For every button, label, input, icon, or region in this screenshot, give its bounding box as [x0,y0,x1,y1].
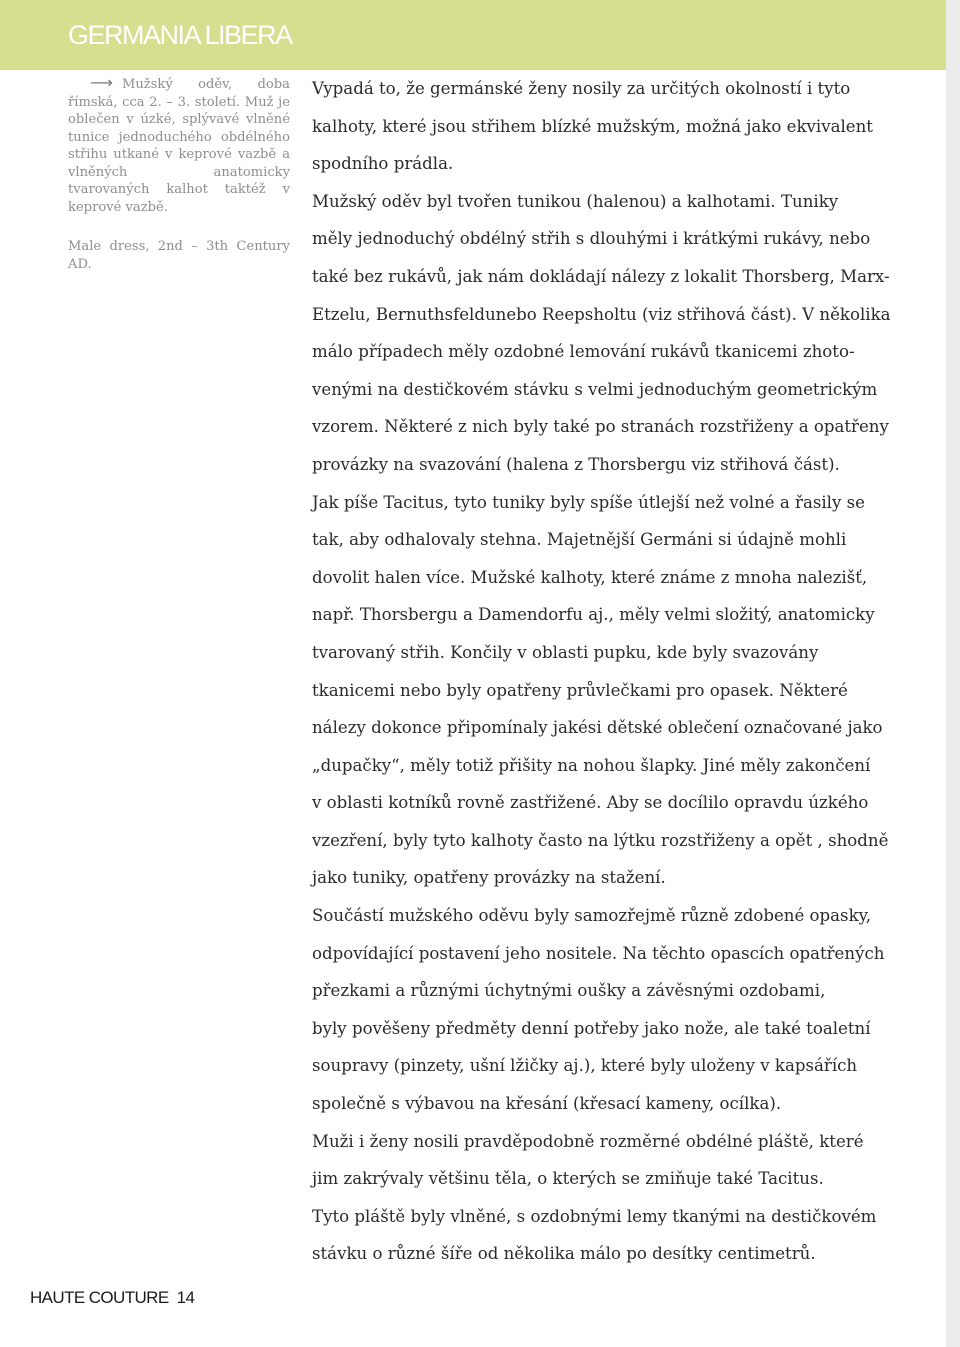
text-line: nálezy dokonce připomínaly jakési dětské oblečení označované jako [312,718,883,738]
text-line: společně s výbavou na křesání (křesací kameny, ocílka). [312,1094,782,1114]
text-line: jim zakrývaly většinu těla, o kterých se zmiňuje také Tacitus. [312,1169,824,1189]
text-line: Muži i ženy nosili pravděpodobně rozměrné obdélné pláště, které [312,1131,864,1151]
caption-czech [68,75,290,216]
text-line: Součástí mužského oděvu byly samozřejmě různě zdobené opasky, [312,906,872,926]
text-line: Etzelu, Bernuthsfeldunebo Reepsholtu (viz střihová část). V několika [312,304,891,324]
text-line: měly jednoduchý obdélný střih s dlouhými i krátkými rukávy, nebo [312,229,871,249]
page-footer [30,1289,194,1306]
text-line: soupravy (pinzety, ušní lžičky aj.), které byly uloženy v kapsářích [312,1056,858,1076]
section-label: HAUTE COUTURE [30,1288,169,1307]
text-line: Mužský oděv byl tvořen tunikou (halenou) a kalhotami. Tuniky [312,191,839,211]
caption-czech-first: Mužský oděv, doba [121,77,290,92]
text-line: jako tuniky, opatřeny provázky na stažení. [312,868,666,888]
text-line: např. Thorsbergu a Damendorfu aj., měly velmi složitý, anatomicky [312,605,875,625]
text-line: venými na destičkovém stávku s velmi jednoduchým geometrickým [312,379,878,399]
image-caption [68,75,290,273]
text-line: Tyto pláště byly vlněné, s ozdobnými lemy tkanými na destičkovém [312,1206,877,1226]
article-body [312,70,912,1273]
magazine-title: GERMANIA LIBERA [68,20,292,50]
page-edge-stripe [946,0,960,1347]
text-line: kalhoty, které jsou střihem blízké mužským, možná jako ekvivalent [312,116,873,136]
text-line: také bez rukávů, jak nám dokládají nálezy z lokalit Thorsberg, Marx- [312,266,890,286]
text-line: tkanicemi nebo byly opatřeny průvlečkami pro opasek. Některé [312,680,848,700]
caption-english: Male dress, 2nd – 3th Century AD. [68,239,290,272]
caption-czech-rest: římská, cca 2. – 3. století. Muž je oblečen v úzké, splývavé vlněné tunice jednoduchého obdélného střihu utkané v keprové vazbě a vlněných anatomicky tvarovaných kalhot taktéž v keprové vazbě. [68,94,290,215]
text-line: Vypadá to, že germánské ženy nosily za určitých okolností i tyto [312,79,851,98]
text-line: v oblasti kotníků rovně zastřižené. Aby se docílilo opravdu úzkého [312,793,869,813]
text-line: přezkami a různými úchytnými oušky a závěsnými ozdobami, [312,981,826,1001]
arrow-right-icon: ⟶ [90,73,113,92]
text-line: byly pověšeny předměty denní potřeby jako nože, ale také toaletní [312,1018,871,1038]
text-line: vzorem. Některé z nich byly také po stranách rozstřiženy a opatřeny [312,417,889,437]
text-line: málo případech měly ozdobné lemování rukávů tkanicemi zhoto- [312,342,855,362]
text-line: stávku o různé šíře od několika málo po desítky centimetrů. [312,1244,816,1264]
text-line: spodního prádla. [312,154,454,174]
text-line: Jak píše Tacitus, tyto tuniky byly spíše útlejší než volné a řasily se [312,492,865,512]
text-line: odpovídající postavení jeho nositele. Na těchto opascích opatřených [312,943,885,963]
page-number: 14 [176,1288,195,1307]
text-line: „dupačky“, měly totiž přišity na nohou šlapky. Jiné měly zakončení [312,755,871,775]
text-line: dovolit halen více. Mužské kalhoty, které známe z mnoha nalezišť, [312,567,868,587]
text-line: vzezření, byly tyto kalhoty často na lýtku rozstřiženy a opět , shodně [312,830,889,850]
text-line: tvarovaný střih. Končily v oblasti pupku, kde byly svazovány [312,642,819,662]
text-line: tak, aby odhalovaly stehna. Majetnější Germáni si údajně mohli [312,530,847,550]
text-line: provázky na svazování (halena z Thorsbergu viz střihová část). [312,454,840,474]
